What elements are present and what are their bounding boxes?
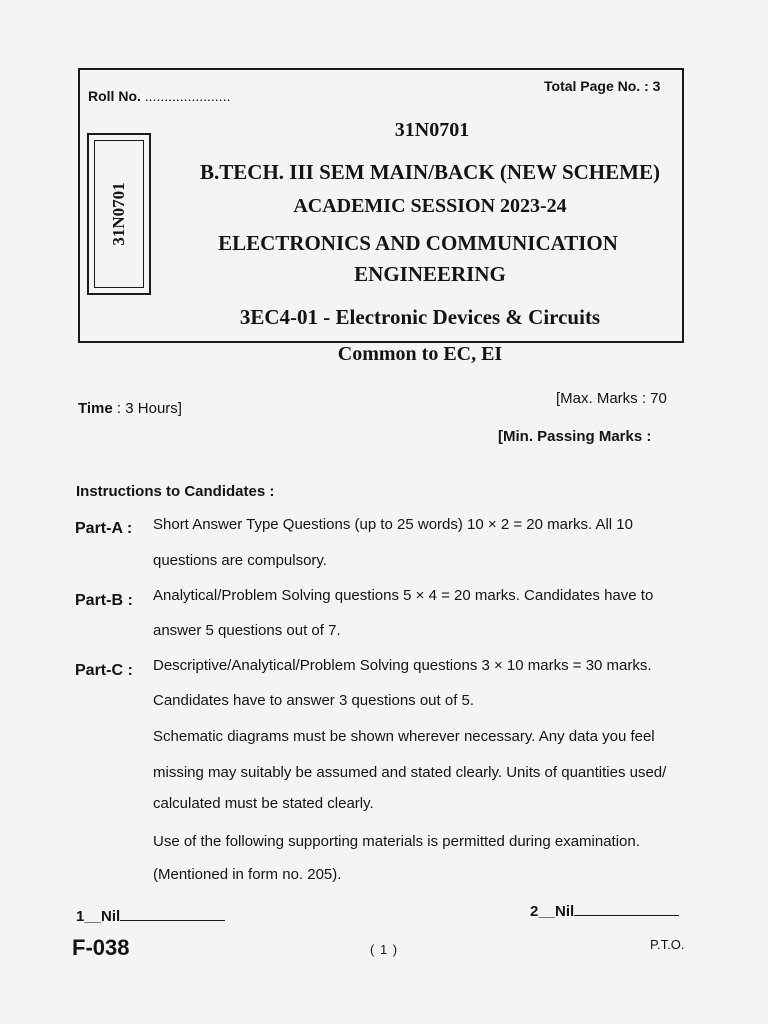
- material-item-2-text: 2__Nil: [530, 903, 575, 920]
- material-item-1: [76, 908, 225, 925]
- course-title: B.TECH. III SEM MAIN/BACK (NEW SCHEME): [200, 160, 660, 184]
- note-line-2: missing may suitably be assumed and stated clearly. Units of quantities used/: [153, 764, 667, 781]
- form-code: F-038: [72, 935, 130, 960]
- material-item-2: [530, 903, 679, 920]
- paper-code: 31N0701: [394, 119, 470, 141]
- part-b-line-2: answer 5 questions out of 7.: [153, 622, 341, 639]
- part-a-label: Part-A :: [75, 520, 133, 537]
- roll-number-field: [88, 88, 230, 104]
- roll-dots: ......................: [144, 88, 231, 104]
- material-item-1-underline: [120, 908, 225, 921]
- note-line-1: Schematic diagrams must be shown wherever necessary. Any data you feel: [153, 728, 655, 745]
- part-b-label: Part-B :: [75, 592, 133, 609]
- time-allowed: [78, 400, 182, 417]
- time-value: : 3 Hours]: [116, 400, 182, 417]
- paper-code-vertical: 31N0701: [109, 182, 128, 246]
- material-item-1-text: 1__Nil: [76, 908, 121, 925]
- page-number: ( 1 ): [370, 942, 399, 957]
- roll-label: Roll No.: [88, 88, 141, 104]
- branch-line-2: ENGINEERING: [354, 262, 506, 286]
- min-passing-marks: [Min. Passing Marks :: [498, 428, 652, 445]
- part-c-line-2: Candidates have to answer 3 questions out of 5.: [153, 692, 475, 709]
- paper-code-stamp: [87, 133, 151, 295]
- paper-code-stamp-inner: [94, 140, 144, 288]
- part-c-label: Part-C :: [75, 662, 133, 679]
- part-c-line-1: Descriptive/Analytical/Problem Solving questions 3 × 10 marks = 30 marks.: [153, 657, 652, 674]
- note-line-3: calculated must be stated clearly.: [153, 795, 374, 812]
- subject-title: 3EC4-01 - Electronic Devices & Circuits: [239, 305, 601, 329]
- part-a-line-2: questions are compulsory.: [153, 552, 327, 569]
- time-label: Time: [78, 400, 113, 417]
- academic-session: ACADEMIC SESSION 2023-24: [293, 195, 567, 217]
- part-b-line-1: Analytical/Problem Solving questions 5 × 4 = 20 marks. Candidates have to: [153, 587, 654, 604]
- pto-label: P.T.O.: [650, 937, 685, 952]
- branch-line-1: ELECTRONICS AND COMMUNICATION: [218, 231, 618, 255]
- common-to: Common to EC, EI: [337, 343, 503, 365]
- instructions-heading: Instructions to Candidates :: [76, 483, 275, 500]
- part-a-line-1: Short Answer Type Questions (up to 25 words) 10 × 2 = 20 marks. All 10: [153, 516, 633, 533]
- max-marks: [Max. Marks : 70: [556, 390, 667, 407]
- materials-line-2: (Mentioned in form no. 205).: [153, 866, 342, 883]
- total-page-count: Total Page No. : 3: [544, 78, 661, 94]
- material-item-2-underline: [574, 903, 679, 916]
- materials-line-1: Use of the following supporting materials is permitted during examination.: [153, 833, 640, 850]
